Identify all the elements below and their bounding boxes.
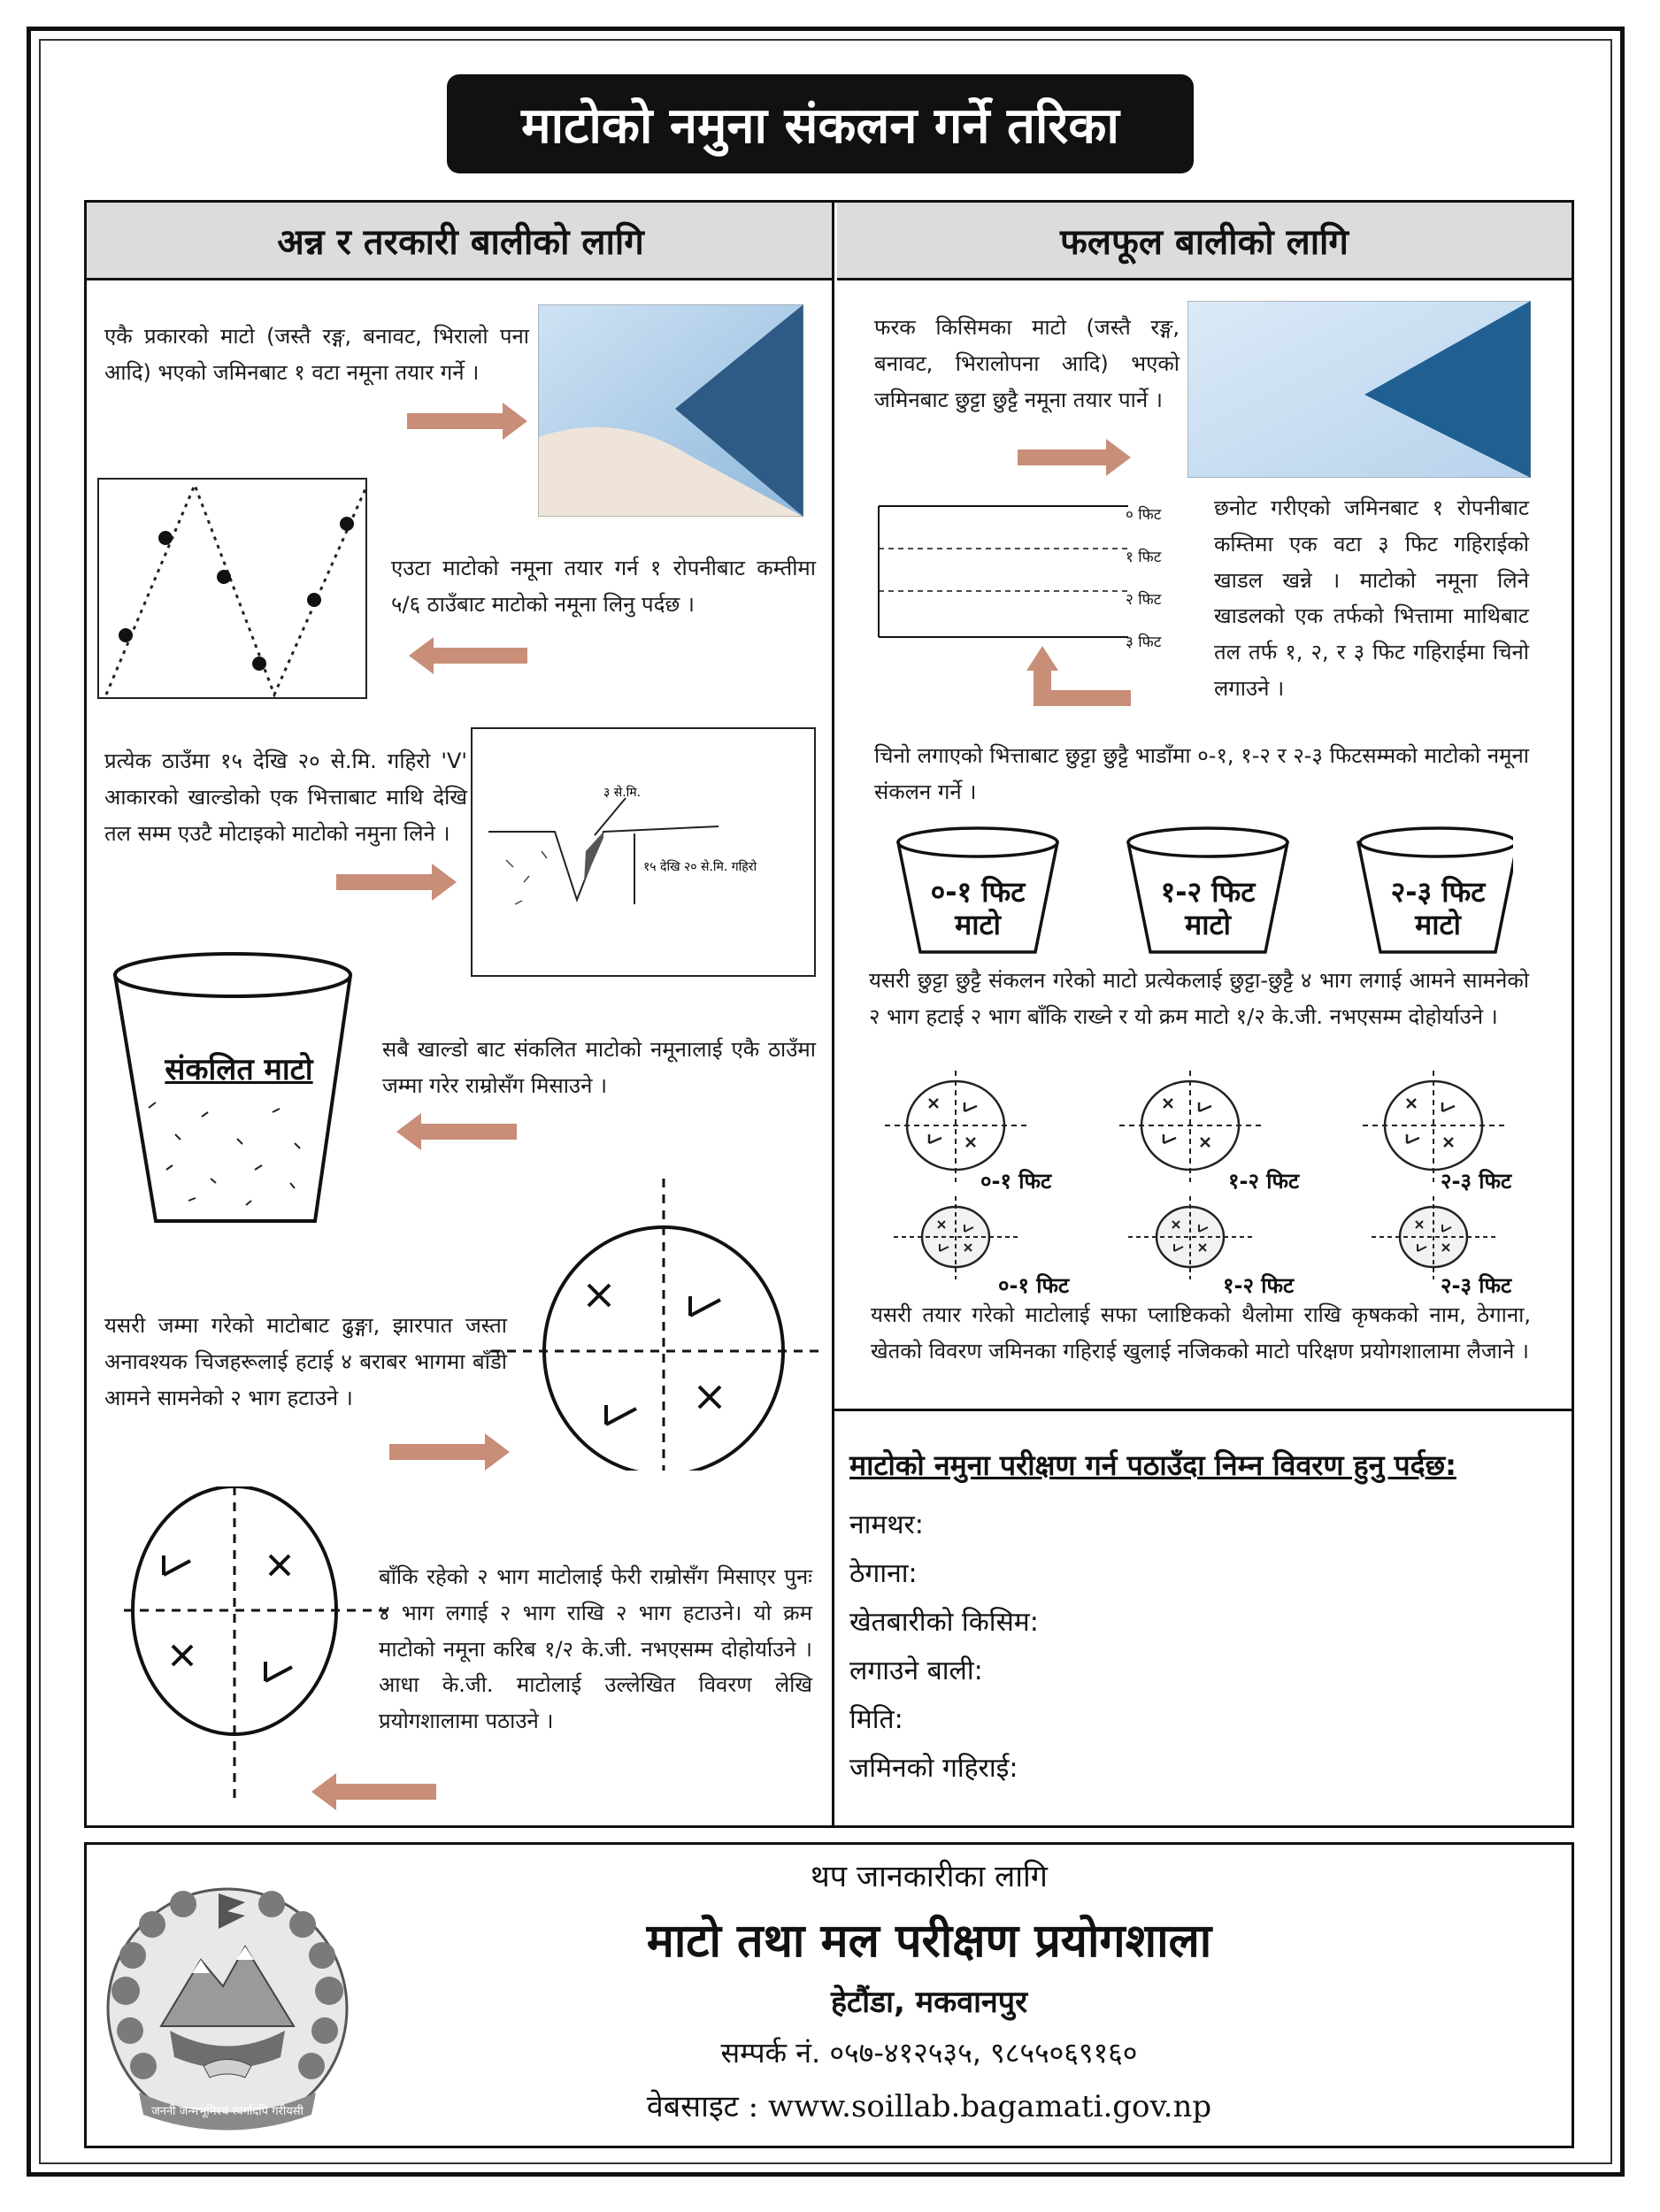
collected-soil-label: संकलित माटो (165, 1052, 313, 1087)
footer-intro: थप जानकारीका लागि (811, 1859, 1048, 1894)
depth-label-0: ० फिट (1126, 506, 1162, 524)
sample-point-icon (217, 570, 231, 584)
circle-label-row1-2: २-३ फिट (1441, 1169, 1512, 1194)
left-step4-text: सबै खाल्डो बाट संकलित माटोको नमूनालाई एकै ठाउँमा जम्मा गरेर राम्रोसँग मिसाउने । (382, 1037, 816, 1098)
left-step6-text: बाँकि रहेको २ भाग माटोलाई फेरी राम्रोसँग मिसाएर पुनः ४ भाग लगाई २ भाग राखि २ भाग हटाउने। यो क्रम माटोको नमूना करिब १/२ के.जी. नभएसम्म दोहोर्याउने । आधा के.जी. माटोलाई उल्लेखित विवरण लेखि प्रयोगशालामा पठाउने । (379, 1564, 812, 1734)
info-field-crop: लगाउने बाली: (849, 1655, 983, 1686)
pot-label-depth: २-३ फिट (1390, 875, 1486, 909)
arrow-right-icon (1018, 449, 1108, 465)
sample-point-icon (252, 657, 266, 671)
info-field-date: मिति: (849, 1704, 903, 1735)
right-step1-text: फरक किसिमका माटो (जस्तै रङ्ग, बनावट, भिरालोपना आदि) भएको जमिनबाट छुट्टा छुट्टै नमूना तयार पार्ने । (874, 315, 1180, 412)
footer-org-name: माटो तथा मल परीक्षण प्रयोगशाला (646, 1915, 1212, 1968)
footer-website[interactable]: वेबसाइट : www.soillab.bagamati.gov.np (646, 2089, 1212, 2124)
pot-label-soil: माटो (955, 907, 1001, 941)
v-pit-sketch (471, 727, 816, 977)
quartering-circles-row2 (876, 1194, 1531, 1283)
pot-label-1-2 (1133, 876, 1283, 941)
circle-label-row2-1: १-२ फिट (1223, 1273, 1295, 1298)
left-step2-text: एउटा माटोको नमूना तयार गर्न १ रोपनीबाट कम्तीमा ५/६ ठाउँबाट माटोको नमूना लिनु पर्दछ । (391, 556, 816, 617)
arrow-left-icon (334, 1784, 436, 1800)
emblem-motto: जननी जन्मभूमिश्च स्वर्गादपि गरीयसी (151, 2105, 304, 2118)
right-step5-text: यसरी तयार गरेको माटोलाई सफा प्लाष्टिकको थैलोमा राखि कृषकको नाम, ठेगाना, खेतको विवरण जमिनका गहिराई खुलाई नजिकको माटो परिक्षण प्रयोगशालामा लैजाने । (871, 1302, 1531, 1363)
info-field-name: नामथर: (849, 1509, 924, 1540)
page-title: माटोको नमुना संकलन गर्ने तरिका (447, 74, 1194, 173)
depth-label-2: २ फिट (1126, 591, 1162, 609)
footer-location: हेटौंडा, मकवानपुर (831, 1985, 1027, 2020)
arrow-right-icon (389, 1444, 487, 1460)
circle-label-row1-0: ०-१ फिट (980, 1169, 1052, 1194)
arrow-right-icon (407, 413, 504, 429)
left-step3-text: प्रत्येक ठाउँमा १५ देखि २० से.मि. गहिरो 'V' आकारको खाल्डोको एक भित्ताबाट माथि देखि तल सम्म एउटै मोटाइको माटोको नमुना लिने । (104, 749, 467, 846)
left-step1-text: एकै प्रकारको माटो (जस्तै रङ्ग, बनावट, भिरालो पना आदि) भएको जमिनबाट १ वटा नमूना तयार गर्ने । (104, 324, 529, 385)
right-step2-text: छनोट गरीएको जमिनबाट १ रोपनीबाट कम्तिमा एक वटा ३ फिट गहिराईको खाडल खन्ने । माटोको नमूना लिने खाडलको एक तर्फको भित्तामा माथिबाट तल तर्फ १, २, र ३ फिट गहिराईमा चिनो लगाउने । (1214, 495, 1529, 701)
info-field-address: ठेगाना: (849, 1558, 918, 1589)
arrow-up-return-icon (1026, 646, 1133, 708)
soil-pit-depth-diagram (872, 492, 1137, 642)
info-field-farm-type: खेतबारीको किसिम: (849, 1607, 1039, 1638)
sample-point-icon (340, 517, 354, 531)
info-field-depth: जमिनको गहिराई: (849, 1753, 1018, 1784)
zigzag-sampling-diagram (97, 478, 367, 699)
arrow-left-icon (419, 1124, 517, 1140)
nepal-emblem-logo (99, 1876, 356, 2132)
v-pit-depth-label: १५ देखि २० से.मि. गहिरो (643, 860, 757, 874)
pot-label-soil: माटो (1415, 907, 1461, 941)
left-column-heading: अन्न र तरकारी बालीको लागि (87, 203, 834, 280)
pot-label-depth: १-२ फिट (1160, 875, 1256, 909)
info-box-fields (849, 1501, 1540, 1793)
soil-field-photo-1 (538, 304, 803, 517)
soil-field-photo-2 (1187, 301, 1531, 478)
sample-point-icon (158, 531, 173, 545)
quartering-circles-row1 (876, 1069, 1531, 1184)
depth-label-1: १ फिट (1126, 549, 1162, 566)
circle-label-row2-0: ०-१ फिट (998, 1273, 1070, 1298)
footer-contact: सम्पर्क नं. ०५७-४१२५३५, ९८५५०६९१६० (720, 2036, 1138, 2070)
depth-label-3: ३ फिट (1126, 634, 1162, 651)
quartering-circle-large (491, 1179, 818, 1471)
pot-label-2-3 (1363, 876, 1513, 941)
sample-point-icon (119, 628, 133, 642)
info-box-heading: माटोको नमुना परीक्षण गर्न पठाउँदा निम्न विवरण हुनु पर्दछ: (849, 1448, 1456, 1482)
arrow-left-icon (432, 648, 527, 664)
left-step5-text: यसरी जम्मा गरेको माटोबाट ढुङ्गा, झारपात जस्ता अनावश्यक चिजहरूलाई हटाई ४ बराबर भागमा बाँडी आमने सामनेको २ भाग हटाउने । (104, 1313, 507, 1410)
quartering-circle-second (124, 1486, 389, 1805)
pot-label-depth: ०-१ फिट (930, 875, 1026, 909)
pot-label-0-1 (903, 876, 1053, 941)
right-step3-text: चिनो लगाएको भित्ताबाट छुट्टा छुट्टै भाडाँमा ०-१, १-२ र २-३ फिटसम्मको माटोको नमूना संकलन गर्ने । (874, 743, 1529, 804)
right-step4-text: यसरी छुट्टा छुट्टै संकलन गरेको माटो प्रत्येकलाई छुट्टा-छुट्टै ४ भाग लगाई आमने सामनेको २ भाग हटाई २ भाग बाँकि राख्ने र यो क्रम माटो १/२ के.जी. नभएसम्म दोहोर्याउने । (869, 968, 1529, 1029)
circle-label-row1-1: १-२ फिट (1228, 1169, 1300, 1194)
circle-label-row2-2: २-३ फिट (1441, 1273, 1512, 1298)
column-divider (832, 200, 834, 1828)
right-column-heading: फलफूल बालीको लागि (837, 203, 1572, 280)
sample-point-icon (307, 593, 321, 607)
pot-label-soil: माटो (1185, 907, 1231, 941)
depth-labels (1126, 494, 1161, 664)
info-box-divider (832, 1409, 1574, 1411)
svg-text:३ से.मि.: ३ से.मि. (603, 786, 642, 800)
collected-soil-bucket (104, 949, 361, 1232)
arrow-right-icon (336, 874, 434, 890)
